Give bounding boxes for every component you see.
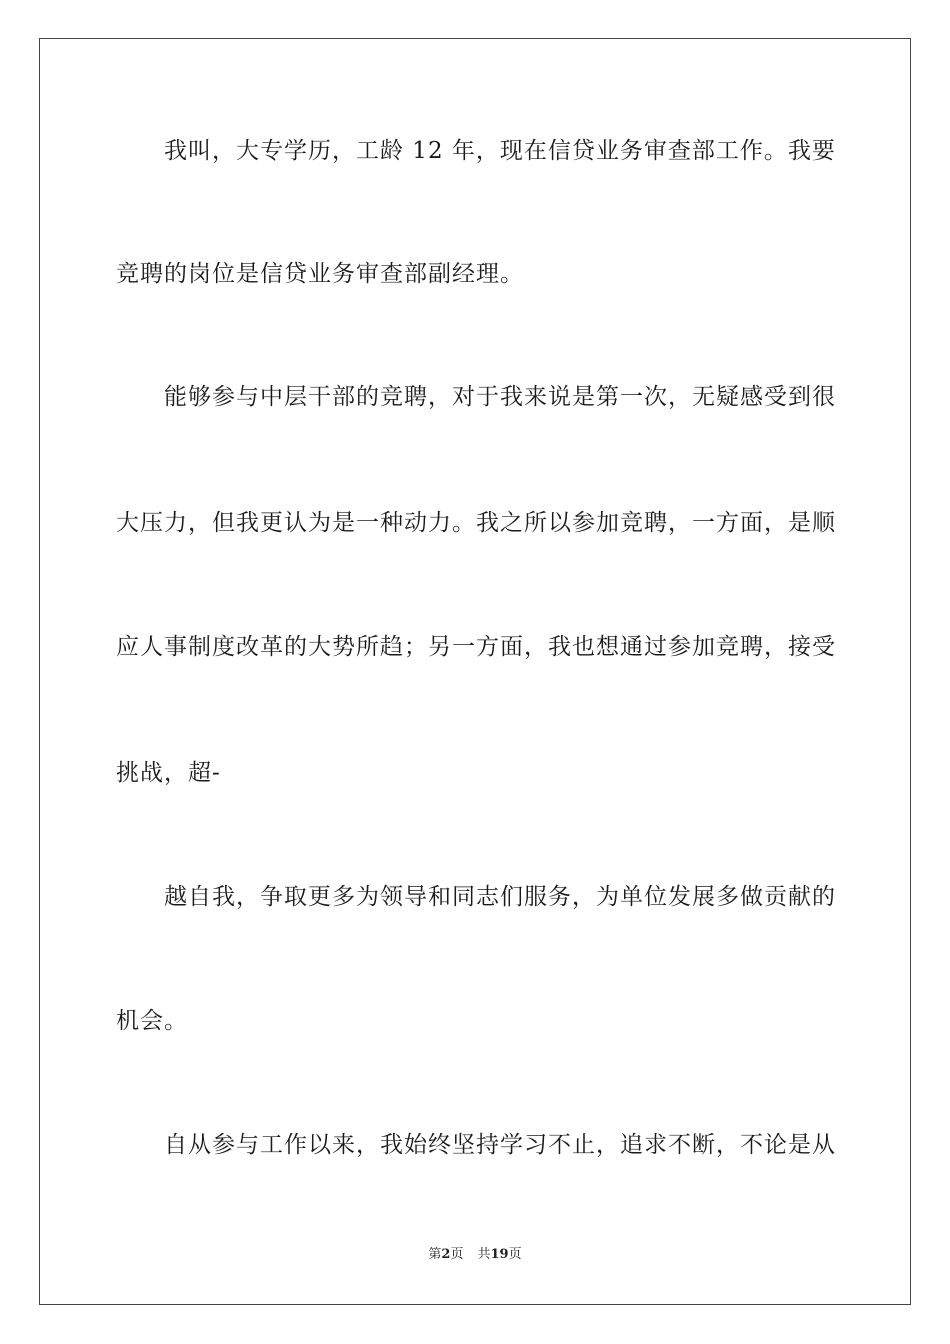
text-line-3: 能够参与中层干部的竞聘，对于我来说是第一次，无疑感受到很 <box>116 384 836 410</box>
total-label-prefix: 共 <box>477 1247 491 1262</box>
page-footer <box>0 1246 950 1264</box>
text-line-9: 自从参与工作以来，我始终坚持学习不止，追求不断，不论是从 <box>116 1132 836 1158</box>
total-page-number: 19 <box>490 1247 509 1262</box>
text-line-5: 应人事制度改革的大势所趋；另一方面，我也想通过参加竞聘，接受 <box>116 634 836 660</box>
page-label-prefix: 第 <box>428 1247 442 1262</box>
current-page-number: 2 <box>441 1247 451 1262</box>
text-line-2: 竞聘的岗位是信贷业务审查部副经理。 <box>116 261 524 287</box>
text-line-4: 大压力，但我更认为是一种动力。我之所以参加竞聘，一方面，是顺 <box>116 510 836 536</box>
text-line-7: 越自我，争取更多为领导和同志们服务，为单位发展多做贡献的 <box>116 884 836 910</box>
page-label-suffix: 页 <box>450 1247 464 1262</box>
text-line-8: 机会。 <box>116 1008 188 1034</box>
page-border <box>39 38 911 1305</box>
total-label-suffix: 页 <box>508 1247 522 1262</box>
text-line-1: 我叫，大专学历，工龄 12 年，现在信贷业务审查部工作。我要 <box>116 138 836 164</box>
text-line-6: 挑战，超- <box>116 760 221 786</box>
